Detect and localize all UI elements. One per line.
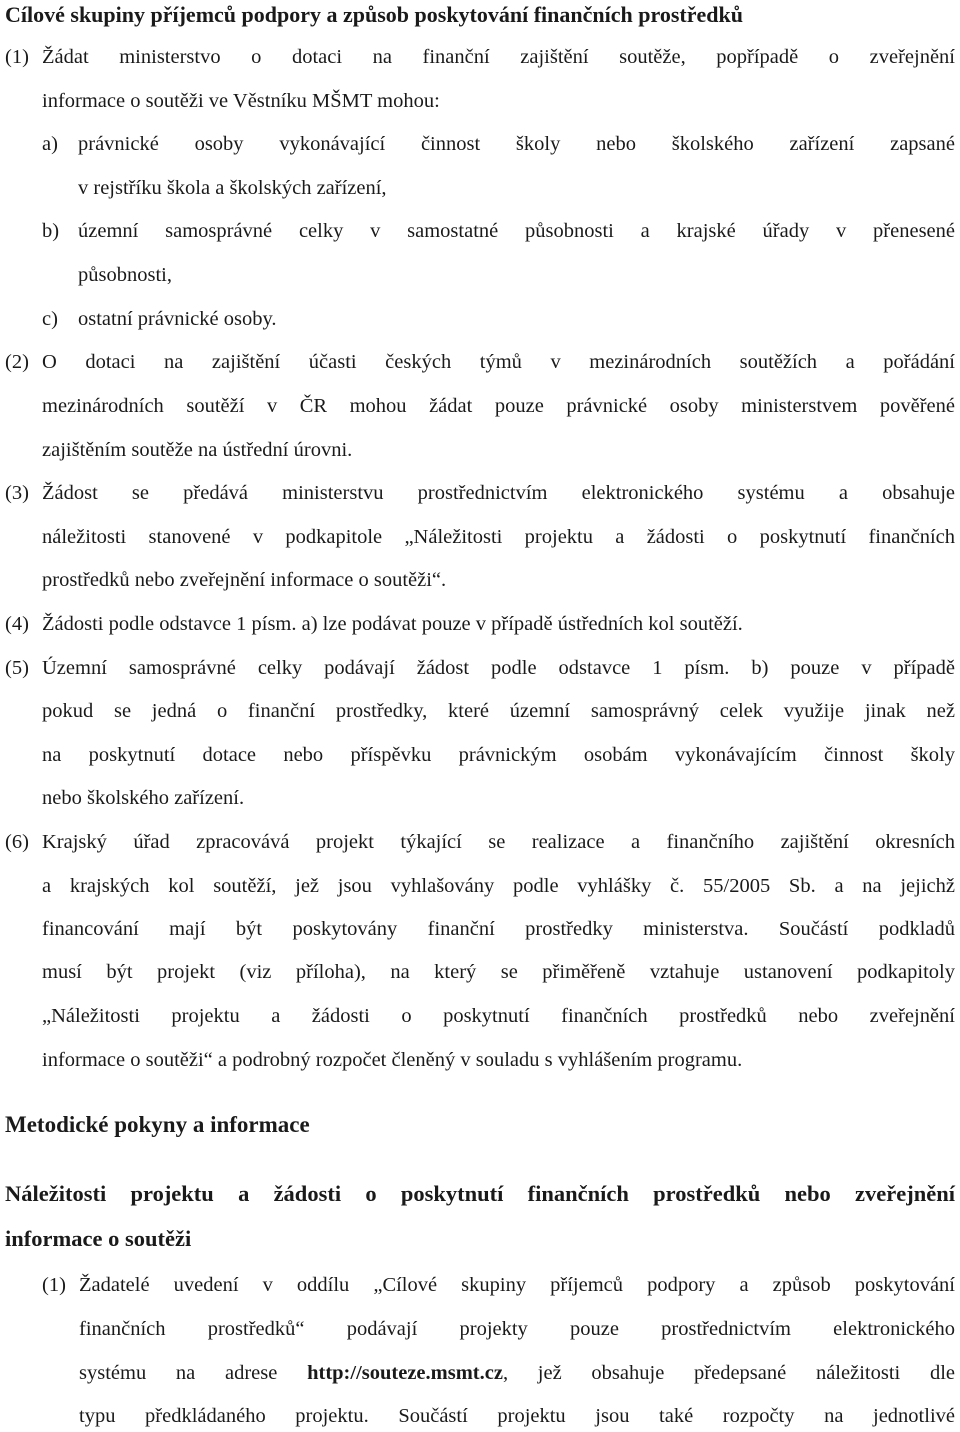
list-item-text: územní samosprávné celky v samostatné působnosti a krajské úřady v přenesené — [78, 220, 955, 242]
text-fragment: , jež obsahuje předepsané náležitosti dle — [502, 1362, 955, 1384]
paragraph-text: náležitosti stanovené v podkapitole „Náležitosti projektu a žádosti o poskytnutí finančních — [42, 526, 955, 548]
subsection-heading: informace o soutěži — [5, 1226, 192, 1251]
paragraph-6-line — [0, 1003, 960, 1029]
paragraph-text: na poskytnutí dotace nebo příspěvku právnickým osobám vykonávajícím činnost školy — [42, 744, 955, 766]
paragraph-number: (3) — [5, 482, 29, 504]
website-link[interactable]: http://souteze.msmt.cz — [307, 1362, 503, 1384]
paragraph-5-line — [0, 785, 960, 811]
item-1-line — [0, 1316, 960, 1342]
list-item-label: a) — [42, 133, 58, 155]
paragraph-2-line — [0, 349, 960, 375]
list-item-a — [0, 175, 960, 201]
paragraph-text: a krajských kol soutěží, jež jsou vyhlašovány podle vyhlášky č. 55/2005 Sb. a na jejichž — [42, 875, 955, 897]
paragraph-text: informace o soutěži“ a podrobný rozpočet členěný v souladu s vyhlášením programu. — [42, 1049, 743, 1071]
section-heading: Metodické pokyny a informace — [5, 1112, 310, 1137]
subsection-heading: Náležitosti projektu a žádosti o poskytnutí finančních prostředků nebo zveřejnění — [5, 1181, 955, 1206]
paragraph-5-line — [0, 698, 960, 724]
paragraph-1-line — [0, 44, 960, 70]
list-item-label: b) — [42, 220, 60, 242]
paragraph-text: Krajský úřad zpracovává projekt týkající se realizace a finančního zajištění okresních — [42, 831, 955, 853]
item-1-line — [0, 1360, 960, 1386]
paragraph-number: (4) — [5, 613, 29, 635]
list-item-a — [0, 131, 960, 157]
paragraph-5-line — [0, 655, 960, 681]
paragraph-text: Žádost se předává ministerstvu prostřednictvím elektronického systému a obsahuje — [42, 482, 955, 504]
item-1-line — [0, 1403, 960, 1429]
list-item-c — [0, 306, 960, 332]
paragraph-text: Žadatelé uvedení v oddílu „Cílové skupiny příjemců podpory a způsob poskytování — [79, 1274, 955, 1296]
list-item-b — [0, 218, 960, 244]
paragraph-text: mezinárodních soutěží v ČR mohou žádat pouze právnické osoby ministerstvem pověřené — [42, 395, 955, 417]
section-heading: Cílové skupiny příjemců podpory a způsob poskytování finančních prostředků — [5, 2, 743, 27]
paragraph-6-line — [0, 873, 960, 899]
paragraph-2-line — [0, 437, 960, 463]
paragraph-number: (6) — [5, 831, 29, 853]
paragraph-3-line — [0, 480, 960, 506]
paragraph-3-line — [0, 567, 960, 593]
paragraph-text: finančních prostředků“ podávají projekty pouze prostřednictvím elektronického — [79, 1318, 955, 1340]
paragraph-text: Žádat ministerstvo o dotaci na finanční zajištění soutěže, popřípadě o zveřejnění — [42, 46, 955, 68]
item-1-line — [0, 1272, 960, 1298]
paragraph-text: financování mají být poskytovány finanční prostředky ministerstva. Součástí podkladů — [42, 918, 955, 940]
paragraph-4-line — [0, 611, 960, 637]
paragraph-5-line — [0, 742, 960, 768]
paragraph-number: (1) — [42, 1274, 66, 1296]
list-item-text: působnosti, — [78, 264, 172, 286]
paragraph-text: informace o soutěži ve Věstníku MŠMT mohou: — [42, 90, 440, 112]
paragraph-text: pokud se jedná o finanční prostředky, které územní samosprávný celek využije jinak než — [42, 700, 955, 722]
paragraph-text: typu předkládaného projektu. Součástí projektu jsou také rozpočty na jednotlivé — [79, 1405, 955, 1427]
paragraph-text: musí být projekt (viz příloha), na který se přiměřeně vztahuje ustanovení podkapitoly — [42, 961, 955, 983]
list-item-text: právnické osoby vykonávající činnost školy nebo školského zařízení zapsané — [78, 133, 955, 155]
paragraph-6-line — [0, 959, 960, 985]
paragraph-text: Žádosti podle odstavce 1 písm. a) lze podávat pouze v případě ústředních kol soutěží. — [42, 613, 743, 635]
paragraph-6-line — [0, 916, 960, 942]
list-item-b — [0, 262, 960, 288]
paragraph-number: (1) — [5, 46, 29, 68]
paragraph-text — [79, 1360, 955, 1386]
paragraph-3-line — [0, 524, 960, 550]
text-fragment: systému na adrese — [79, 1362, 308, 1384]
paragraph-6-line — [0, 1047, 960, 1073]
paragraph-text: O dotaci na zajištění účasti českých týmů v mezinárodních soutěžích a pořádání — [42, 351, 955, 373]
paragraph-2-line — [0, 393, 960, 419]
list-item-text: v rejstříku škola a školských zařízení, — [78, 177, 387, 199]
paragraph-number: (2) — [5, 351, 29, 373]
list-item-label: c) — [42, 308, 58, 330]
list-item-text: ostatní právnické osoby. — [78, 308, 277, 330]
paragraph-text: Územní samosprávné celky podávají žádost podle odstavce 1 písm. b) pouze v případě — [42, 657, 955, 679]
paragraph-number: (5) — [5, 657, 29, 679]
paragraph-text: nebo školského zařízení. — [42, 787, 245, 809]
paragraph-6-line — [0, 829, 960, 855]
paragraph-text: zajištěním soutěže na ústřední úrovni. — [42, 439, 353, 461]
paragraph-text: prostředků nebo zveřejnění informace o soutěži“. — [42, 569, 447, 591]
paragraph-1-line — [0, 88, 960, 114]
paragraph-text: „Náležitosti projektu a žádosti o poskytnutí finančních prostředků nebo zveřejnění — [42, 1005, 955, 1027]
